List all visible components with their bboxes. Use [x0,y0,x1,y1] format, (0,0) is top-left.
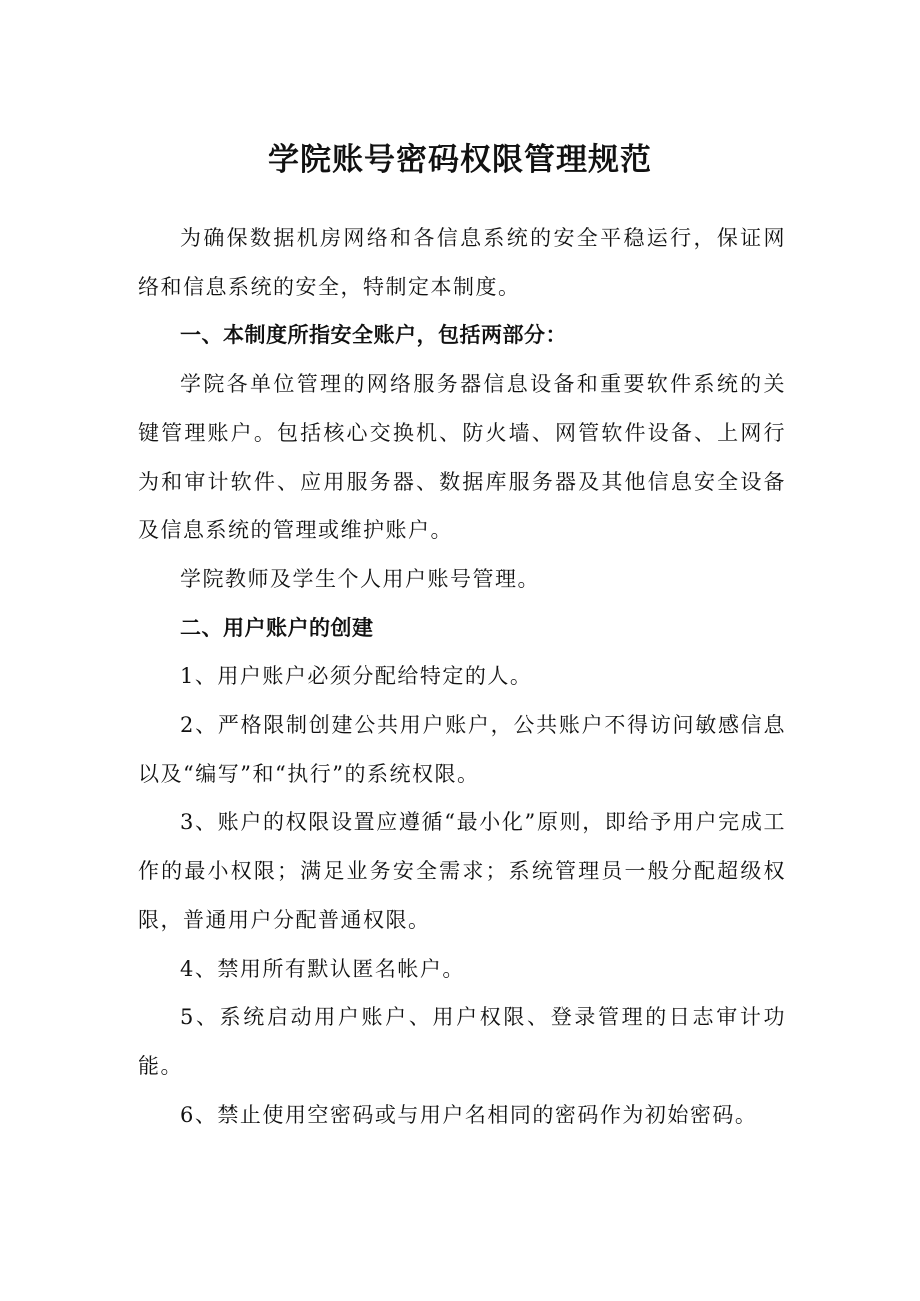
paragraph-personal-accounts: 学院教师及学生个人用户账号管理。 [180,566,540,591]
rule-item-1: 1、用户账户必须分配给特定的人。 [180,664,533,689]
rule-item-3: 3、账户的权限设置应遵循“最小化”原则，即给予用户完成工作的最小权限；满足业务安全需求；系统管理员一般分配超级权限，普通用户分配普通权限。 [138,810,786,932]
rule-item-5: 5、系统启动用户账户、用户权限、登录管理的日志审计功能。 [138,1005,786,1078]
rule-item-6: 6、禁止使用空密码或与用户名相同的密码作为初始密码。 [180,1102,758,1127]
document-body [138,214,786,1139]
section-heading-1: 一、本制度所指安全账户，包括两部分： [180,323,567,348]
document-title: 学院账号密码权限管理规范 [268,142,652,178]
intro-paragraph: 为确保数据机房网络和各信息系统的安全平稳运行，保证网络和信息系统的安全，特制定本制度。 [138,226,786,299]
rule-item-2: 2、严格限制创建公共用户账户，公共账户不得访问敏感信息以及“编写”和“执行”的系统权限。 [138,713,786,786]
paragraph-key-accounts: 学院各单位管理的网络服务器信息设备和重要软件系统的关键管理账户。包括核心交换机、防火墙、网管软件设备、上网行为和审计软件、应用服务器、数据库服务器及其他信息安全设备及信息系统的管理或维护账户。 [138,372,786,543]
section-heading-2: 二、用户账户的创建 [180,615,374,640]
rule-item-4: 4、禁用所有默认匿名帐户。 [180,956,465,981]
